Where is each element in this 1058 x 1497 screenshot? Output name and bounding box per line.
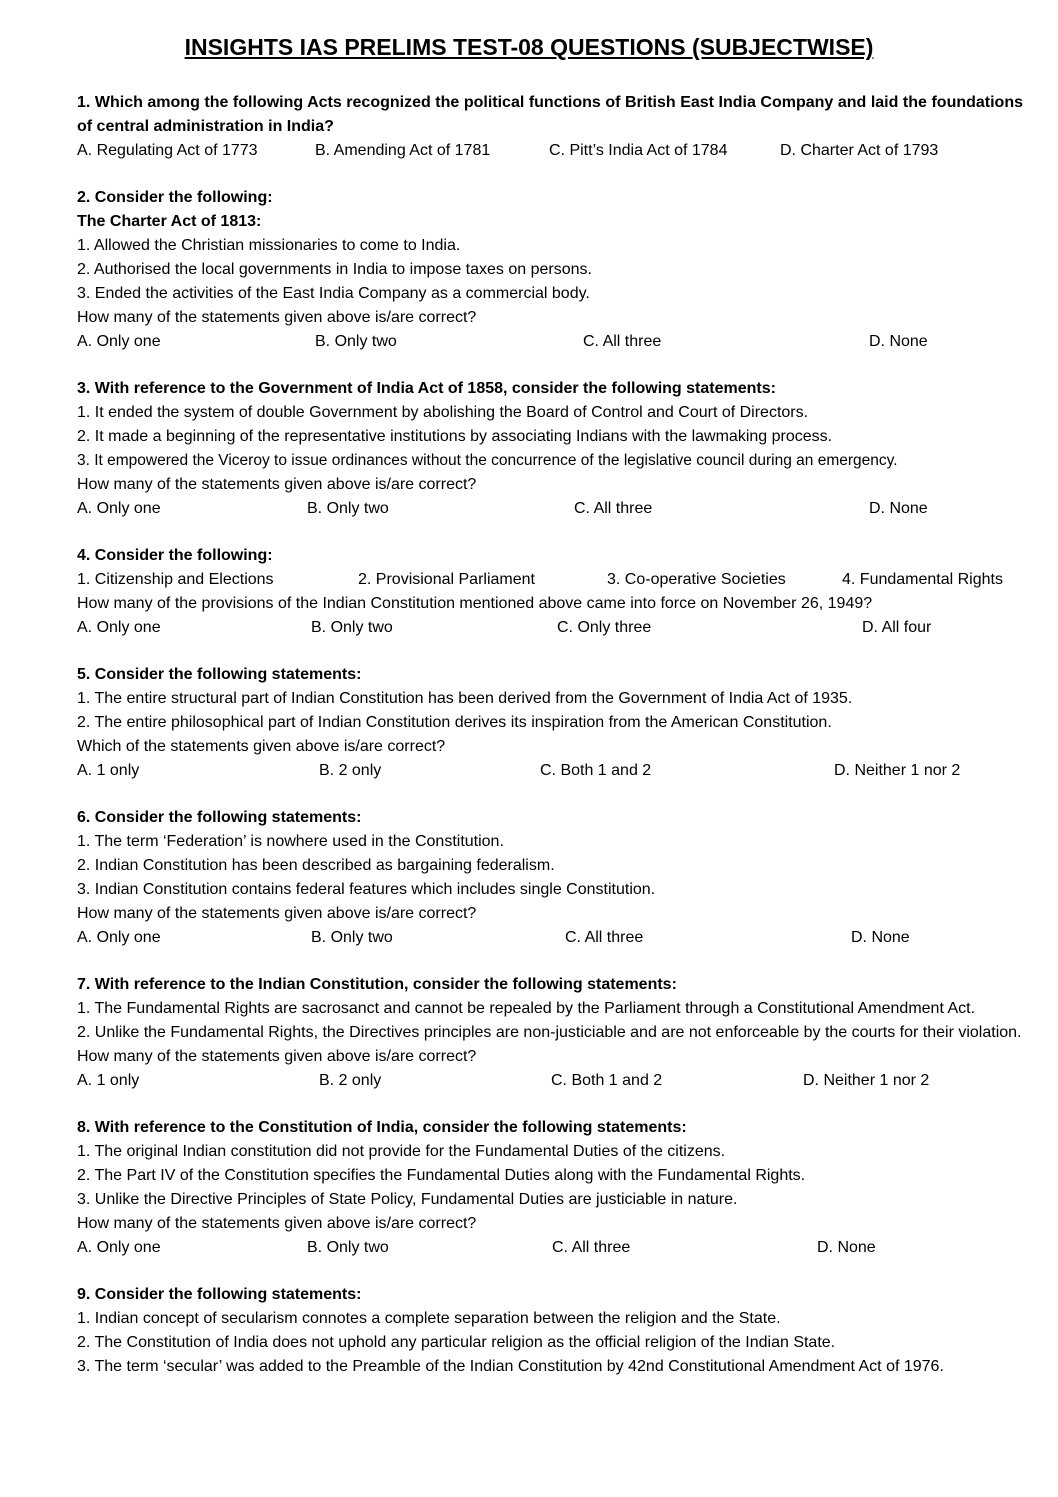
options-row <box>77 497 1023 521</box>
statement-3: 3. Unlike the Directive Principles of State Policy, Fundamental Duties are justiciable in nature. <box>77 1191 738 1208</box>
option-d: D. All four <box>862 619 932 636</box>
options-row <box>77 330 1023 354</box>
question-5 <box>77 663 1023 783</box>
provision-1: 1. Citizenship and Elections <box>77 571 274 588</box>
options-row <box>77 616 1023 640</box>
question-prompt: How many of the statements given above is/are correct? <box>77 1215 477 1232</box>
option-c: C. Both 1 and 2 <box>551 1072 663 1089</box>
question-text: 2. Consider the following: <box>77 189 273 206</box>
option-b: B. 2 only <box>319 762 382 779</box>
option-b: B. Amending Act of 1781 <box>315 142 491 159</box>
option-a: A. 1 only <box>77 762 140 779</box>
option-b: B. Only two <box>307 500 389 517</box>
statement-1: 1. The entire structural part of Indian Constitution has been derived from the Government of India Act of 1935. <box>77 690 853 707</box>
question-8 <box>77 1116 1023 1260</box>
provisions-row <box>77 568 1023 592</box>
question-text: 8. With reference to the Constitution of India, consider the following statements: <box>77 1119 687 1136</box>
page-title: INSIGHTS IAS PRELIMS TEST-08 QUESTIONS (SUBJECTWISE) <box>184 34 874 60</box>
option-c: C. All three <box>565 929 644 946</box>
statement-2: 2. It made a beginning of the representative institutions by associating Indians with the lawmaking process. <box>77 428 833 445</box>
statement-2: 2. The Part IV of the Constitution specifies the Fundamental Duties along with the Fundamental Rights. <box>77 1167 806 1184</box>
question-text: 9. Consider the following statements: <box>77 1286 362 1303</box>
statement-2: 2. Indian Constitution has been described as bargaining federalism. <box>77 857 555 874</box>
option-a: A. 1 only <box>77 1072 140 1089</box>
statement-2: 2. The Constitution of India does not uphold any particular religion as the official religion of the Indian State. <box>77 1334 836 1351</box>
question-6 <box>77 806 1023 950</box>
question-9 <box>77 1283 1023 1379</box>
questions-list <box>77 91 1023 1402</box>
options-row <box>77 926 1023 950</box>
option-b: B. Only two <box>315 333 397 350</box>
options-row <box>77 139 1023 163</box>
question-7 <box>77 973 1023 1093</box>
option-a: A. Regulating Act of 1773 <box>77 142 258 159</box>
question-prompt: How many of the provisions of the Indian Constitution mentioned above came into force on November 26, 1949? <box>77 595 873 612</box>
statement-1: 1. The term ‘Federation’ is nowhere used in the Constitution. <box>77 833 504 850</box>
options-row <box>77 1069 1023 1093</box>
statement-3: 3. Ended the activities of the East India Company as a commercial body. <box>77 285 590 302</box>
provision-2: 2. Provisional Parliament <box>358 571 535 588</box>
question-3 <box>77 377 1023 521</box>
option-a: A. Only one <box>77 1239 161 1256</box>
option-d: D. None <box>869 500 928 517</box>
option-d: D. None <box>817 1239 876 1256</box>
option-c: C. All three <box>574 500 653 517</box>
option-a: A. Only one <box>77 500 161 517</box>
option-b: B. Only two <box>307 1239 389 1256</box>
statement-1: 1. Allowed the Christian missionaries to come to India. <box>77 237 461 254</box>
provision-4: 4. Fundamental Rights <box>842 571 1003 588</box>
option-a: A. Only one <box>77 619 161 636</box>
question-prompt: How many of the statements given above is/are correct? <box>77 476 477 493</box>
option-d: D. None <box>851 929 910 946</box>
statement-1: 1. The original Indian constitution did not provide for the Fundamental Duties of the citizens. <box>77 1143 726 1160</box>
question-text: 5. Consider the following statements: <box>77 666 362 683</box>
option-b: B. Only two <box>311 619 393 636</box>
question-text: 4. Consider the following: <box>77 547 273 564</box>
option-c: C. Both 1 and 2 <box>540 762 652 779</box>
question-text: 1. Which among the following Acts recognized the political functions of British East India Company and laid the foundations of central administration in India? <box>77 94 1023 135</box>
statement-3: 3. The term ‘secular’ was added to the Preamble of the Indian Constitution by 42nd Constitutional Amendment Act of 1976. <box>77 1358 944 1375</box>
question-1 <box>77 91 1023 163</box>
question-2 <box>77 186 1023 354</box>
statement-3: 3. Indian Constitution contains federal features which includes single Constitution. <box>77 881 656 898</box>
statement-1: 1. The Fundamental Rights are sacrosanct and cannot be repealed by the Parliament through a Constitutional Amendment Act. <box>77 1000 976 1017</box>
question-4 <box>77 544 1023 640</box>
option-d: D. None <box>869 333 928 350</box>
option-d: D. Neither 1 nor 2 <box>834 762 961 779</box>
question-prompt: How many of the statements given above is/are correct? <box>77 309 477 326</box>
statement-3: 3. It empowered the Viceroy to issue ordinances without the concurrence of the legislative council during an emergency. <box>77 452 898 469</box>
question-prompt: Which of the statements given above is/are correct? <box>77 738 446 755</box>
options-row <box>77 759 1023 783</box>
question-text: 3. With reference to the Government of India Act of 1858, consider the following statements: <box>77 380 776 397</box>
provision-3: 3. Co-operative Societies <box>607 571 786 588</box>
statement-1: 1. It ended the system of double Government by abolishing the Board of Control and Court of Directors. <box>77 404 809 421</box>
statement-1: 1. Indian concept of secularism connotes a complete separation between the religion and the State. <box>77 1310 781 1327</box>
option-d: D. Charter Act of 1793 <box>780 142 939 159</box>
statement-2: 2. Unlike the Fundamental Rights, the Directives principles are non-justiciable and are not enforceable by the courts for their violation. <box>77 1024 1022 1041</box>
statement-2: 2. Authorised the local governments in India to impose taxes on persons. <box>77 261 592 278</box>
question-subheading: The Charter Act of 1813: <box>77 213 262 230</box>
question-prompt: How many of the statements given above is/are correct? <box>77 1048 477 1065</box>
option-a: A. Only one <box>77 333 161 350</box>
option-c: C. Only three <box>557 619 652 636</box>
question-text: 7. With reference to the Indian Constitution, consider the following statements: <box>77 976 677 993</box>
option-d: D. Neither 1 nor 2 <box>803 1072 930 1089</box>
option-c: C. All three <box>552 1239 631 1256</box>
option-b: B. 2 only <box>319 1072 382 1089</box>
option-c: C. All three <box>583 333 662 350</box>
options-row <box>77 1236 1023 1260</box>
option-c: C. Pitt’s India Act of 1784 <box>549 142 728 159</box>
option-a: A. Only one <box>77 929 161 946</box>
statement-2: 2. The entire philosophical part of Indian Constitution derives its inspiration from the American Constitution. <box>77 714 832 731</box>
option-b: B. Only two <box>311 929 393 946</box>
question-text: 6. Consider the following statements: <box>77 809 362 826</box>
question-prompt: How many of the statements given above is/are correct? <box>77 905 477 922</box>
